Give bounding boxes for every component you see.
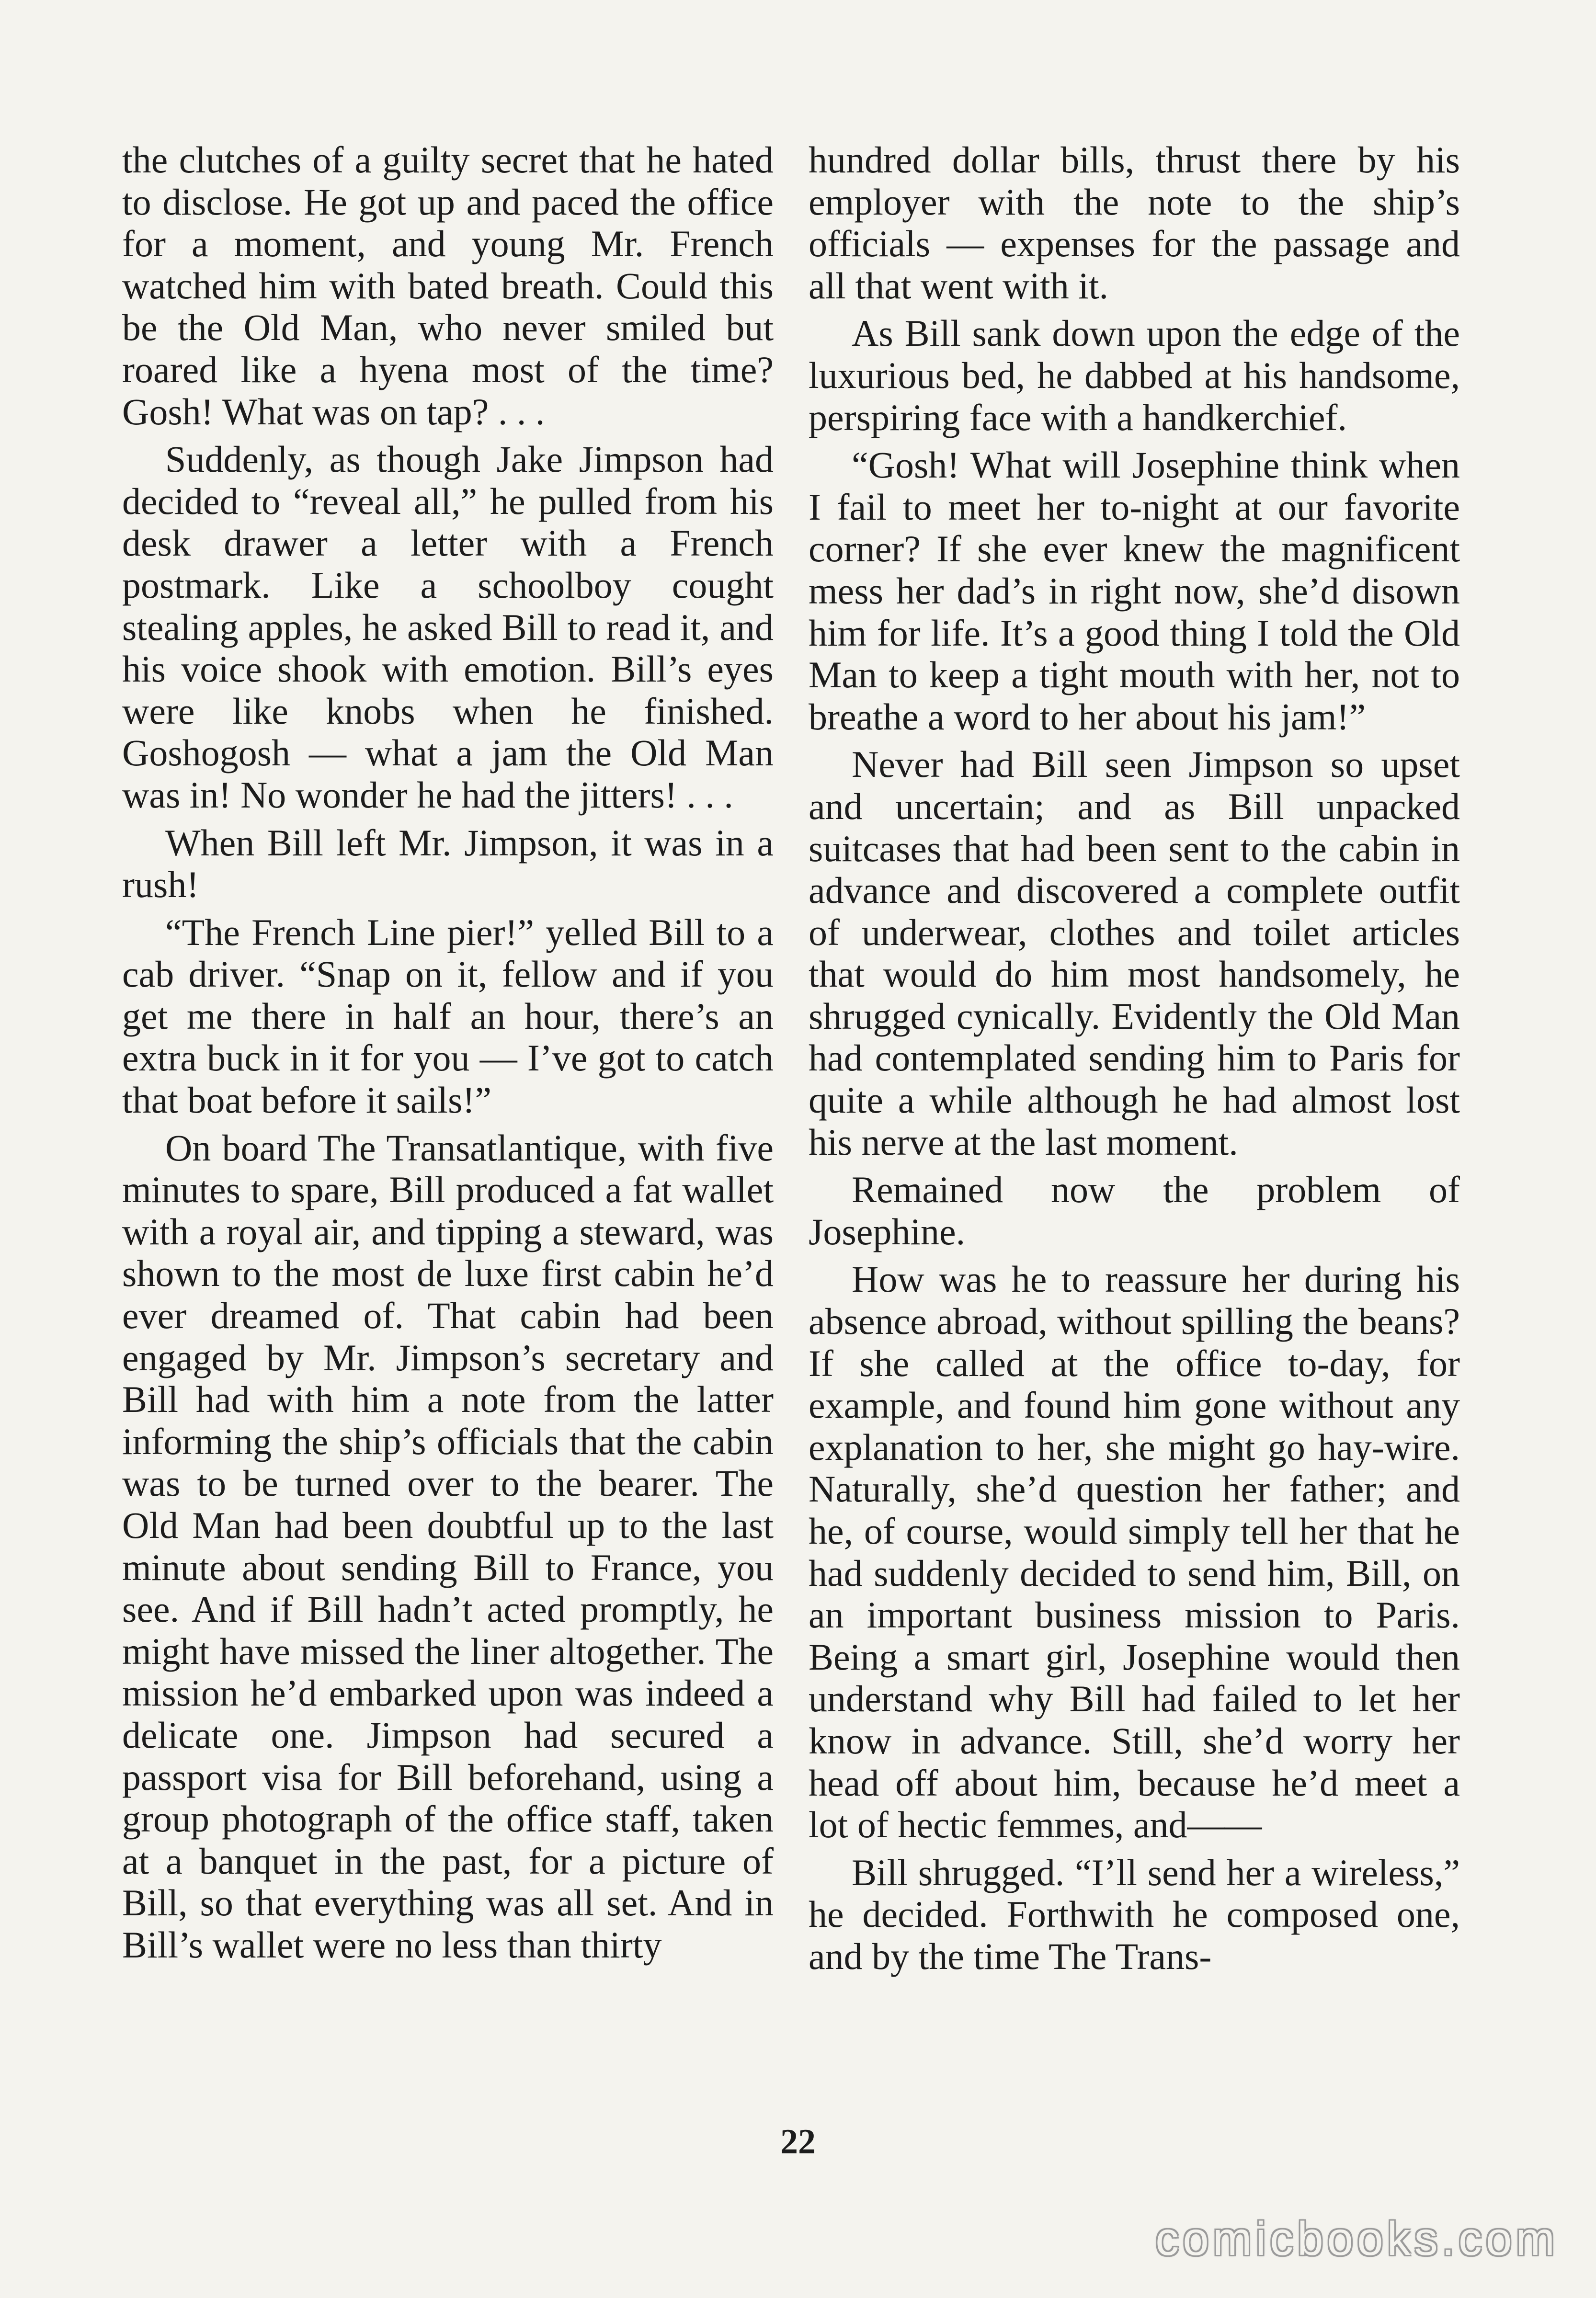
paragraph: Never had Bill seen Jimpson so upset and uncertain; and as Bill unpacked suitcases that had been sent to the cabin in advance and discovered a complete outfit of underwear, clothes and toilet articles that would do him most handsomely, he shrugged cynically. Evidently the Old Man had contemplated sending him to Paris for quite a while although he had almost lost his nerve at the last moment. [809, 743, 1460, 1163]
paragraph: “Gosh! What will Josephine think when I fail to meet her to-night at our favorite corner? If she ever knew the magnificent mess her dad’s in right now, she’d disown him for life. It’s a good thing I told the Old Man to keep a tight mouth with her, not to breathe a word to her about his jam!” [809, 444, 1460, 738]
paragraph: As Bill sank down upon the edge of the luxurious bed, he dabbed at his handsome, perspiring face with a handkerchief. [809, 312, 1460, 438]
paragraph: On board The Transatlantique, with five minutes to spare, Bill produced a fat wallet with a royal air, and tipping a steward, was shown to the most de luxe first cabin he’d ever dreamed of. That cabin had been engaged by Mr. Jimpson’s secretary and Bill had with him a note from the latter informing the ship’s officials that the cabin was to be turned over to the bearer. The Old Man had been doubtful up to the last minute about sending Bill to France, you see. And if Bill hadn’t acted promptly, he might have missed the liner altogether. The mission he’d embarked upon was indeed a delicate one. Jimpson had secured a passport visa for Bill beforehand, using a group photograph of the office staff, taken at a banquet in the past, for a picture of Bill, so that everything was all set. And in Bill’s wallet were no less than thirty [122, 1126, 774, 1966]
watermark: comicbooks.com [1155, 2212, 1559, 2265]
paragraph: the clutches of a guilty secret that he hated to disclose. He got up and paced the office for a moment, and young Mr. French watched him with bated breath. Could this be the Old Man, who never smiled but roared like a hyena most of the time? Gosh! What was on tap? . . . [122, 139, 774, 432]
paragraph: “The French Line pier!” yelled Bill to a cab driver. “Snap on it, fellow and if you get me there in half an hour, there’s an extra buck in it for you — I’ve got to catch that boat before it sails!” [122, 911, 774, 1121]
paragraph: When Bill left Mr. Jimpson, it was in a rush! [122, 821, 774, 906]
paragraph: Suddenly, as though Jake Jimpson had decided to “reveal all,” he pulled from his desk drawer a letter with a French postmark. Like a schoolboy cought stealing apples, he asked Bill to read it, and his voice shook with emotion. Bill’s eyes were like knobs when he finished. Goshogosh — what a jam the Old Man was in! No wonder he had the jitters! . . . [122, 438, 774, 816]
right-text-column [809, 139, 1460, 1978]
paragraph: Bill shrugged. “I’ll send her a wireless,” he decided. Forthwith he composed one, and by the time The Trans- [809, 1851, 1460, 1977]
page-number: 22 [780, 2122, 816, 2161]
left-text-column [122, 139, 774, 1966]
paragraph: How was he to reassure her during his absence abroad, without spilling the beans? If she called at the office to-day, for example, and found him gone without any explanation to her, she might go hay-wire. Naturally, she’d question her father; and he, of course, would simply tell her that he had suddenly decided to send him, Bill, on an important business mission to Paris. Being a smart girl, Josephine would then understand why Bill had failed to let her know in advance. Still, she’d worry her head off about him, because he’d meet a lot of hectic femmes, and—— [809, 1258, 1460, 1846]
paragraph: hundred dollar bills, thrust there by his employer with the note to the ship’s officials — expenses for the passage and all that went with it. [809, 139, 1460, 307]
paragraph: Remained now the problem of Josephine. [809, 1169, 1460, 1252]
